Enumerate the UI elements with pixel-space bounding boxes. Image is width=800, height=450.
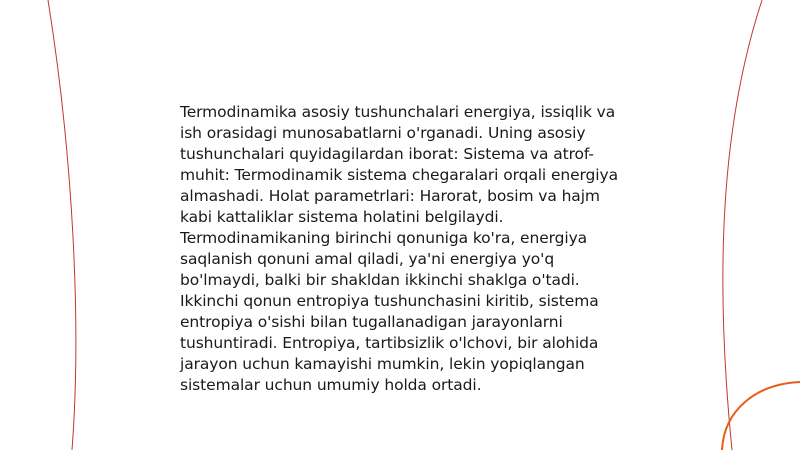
right-decor-curve	[723, 0, 762, 450]
body-text: Termodinamika asosiy tushunchalari energiya, issiqlik va ish orasidagi munosabatlarni o'rganadi. Uning asosiy tushunchalari quyidagilardan iborat: Sistema va atrof-muhit: Termodinamik sistema chegaralari orqali energiya almashadi. Holat parametrlari: Harorat, bosim va hajm kabi kattaliklar sistema holatini belgilaydi. Termodinamikaning birinchi qonuniga ko'ra, energiya saqlanish qonuni amal qiladi, ya'ni energiya yo'q bo'lmaydi, balki bir shakldan ikkinchi shaklga o'tadi. Ikkinchi qonun entropiya tushunchasini kiritib, sistema entropiya o'sishi bilan tugallanadigan jarayonlarni tushuntiradi. Entropiya, tartibsizlik o'lchovi, bir alohida jarayon uchun kamayishi mumkin, lekin yopiqlangan sistemalar uchun umumiy holda ortadi.	[180, 103, 618, 394]
left-decor-curve	[48, 0, 76, 450]
accent-circle-arc	[722, 382, 800, 450]
